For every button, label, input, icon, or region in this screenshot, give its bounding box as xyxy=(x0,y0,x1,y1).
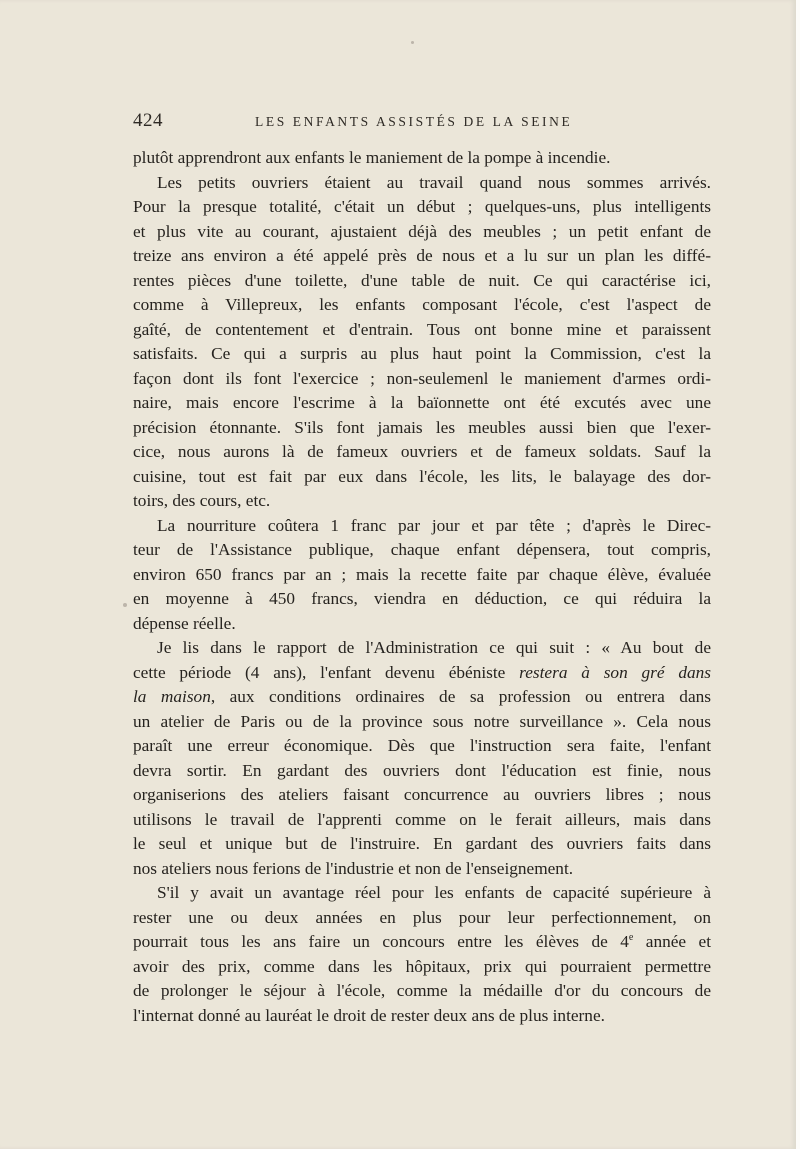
paragraph-5 xyxy=(133,881,711,1028)
text-line: La nourriture coûtera 1 franc par jour et par tête ; d'après le Direc- xyxy=(157,515,711,535)
text-line: cice, nous aurons là de fameux ouvriers et de fameux soldats. Sauf la xyxy=(133,442,711,461)
text-line: Je lis dans le rapport de l'Administration ce qui suit : « Au bout de xyxy=(157,638,711,657)
paper-speck xyxy=(123,603,127,607)
text-line: S'il y avait un avantage réel pour les enfants de capacité supérieure à xyxy=(157,883,711,902)
text-line: satisfaits. Ce qui a surpris au plus haut point la Commission, c'est la xyxy=(133,344,711,363)
text-line: nos ateliers nous ferions de l'industrie et non de l'enseignement. xyxy=(133,858,574,878)
page-number: 424 xyxy=(133,110,163,131)
text-line: paraît une erreur économique. Dès que l'instruction sera faite, l'enfant xyxy=(133,736,711,755)
superscript: e xyxy=(628,932,634,944)
text-line: rester une ou deux années en plus pour leur perfectionnement, on xyxy=(133,907,711,927)
text-run: cette période (4 ans), l'enfant devenu ébéniste xyxy=(133,662,520,682)
text-line: utilisons le travail de l'apprenti comme on le ferait ailleurs, mais dans xyxy=(133,809,711,829)
paragraph-2 xyxy=(133,171,711,514)
text-line: treize ans environ a été appelé près de nous et a lu sur un plan les diffé- xyxy=(133,246,711,265)
text-line: de prolonger le séjour à l'école, comme la médaille d'or du concours de xyxy=(133,981,711,1000)
text-run: , aux conditions ordinaires de sa profession ou entrera dans xyxy=(210,687,711,706)
text-line: rentes pièces d'une toilette, d'une table de nuit. Ce qui caractérise ici, xyxy=(133,270,711,290)
text-line: Pour la presque totalité, c'était un début ; quelques-uns, plus intelligents xyxy=(133,197,711,216)
page-edge xyxy=(796,0,800,1149)
text-line: environ 650 francs par an ; mais la recette faite par chaque élève, évaluée xyxy=(133,564,711,584)
running-head xyxy=(133,108,711,136)
text-line: en moyenne à 450 francs, viendra en déduction, ce qui réduira la xyxy=(133,589,711,608)
running-title: LES ENFANTS ASSISTÉS DE LA SEINE xyxy=(255,114,573,129)
body-text xyxy=(133,146,711,1028)
paper-speck xyxy=(411,41,414,44)
text-line: gaîté, de contentement et d'entrain. Tous ont bonne mine et paraissent xyxy=(133,319,711,339)
text-line: précision étonnante. S'ils font jamais les meubles aussi bien que l'exer- xyxy=(133,417,711,437)
text-run: année et xyxy=(633,932,711,951)
text-line xyxy=(133,930,711,955)
italic-run: la maison xyxy=(133,687,211,706)
text-line: toirs, des cours, etc. xyxy=(133,491,271,510)
paragraph-1 xyxy=(133,146,711,171)
text-line: naire, mais encore l'escrime à la baïonnette ont été excutés avec une xyxy=(133,393,711,412)
text-line: et plus vite au courant, ajustaient déjà des meubles ; un petit enfant de xyxy=(133,221,711,241)
text-line: l'internat donné au lauréat le droit de rester deux ans de plus interne. xyxy=(133,1005,605,1025)
text-line xyxy=(133,661,711,686)
text-run: pourrait tous les ans faire un concours entre les élèves de 4 xyxy=(133,932,629,951)
text-line: plutôt apprendront aux enfants le maniement de la pompe à incendie. xyxy=(133,148,611,167)
italic-run: restera à son gré dans xyxy=(519,662,711,682)
paragraph-4 xyxy=(133,636,711,881)
text-line: avoir des prix, comme dans les hôpitaux, prix qui pourraient permettre xyxy=(133,956,711,976)
text-line: cuisine, tout est fait par eux dans l'école, les lits, le balayage des dor- xyxy=(133,466,711,486)
text-line: teur de l'Assistance publique, chaque enfant dépensera, tout compris, xyxy=(133,540,711,559)
text-line: un atelier de Paris ou de la province sous notre surveillance ». Cela nous xyxy=(133,711,711,731)
text-line: comme à Villepreux, les enfants composant l'école, c'est l'aspect de xyxy=(133,295,711,314)
text-line: le seul et unique but de l'instruire. En gardant des ouvriers faits dans xyxy=(133,834,711,853)
text-line: organiserions des ateliers faisant concurrence au ouvriers libres ; nous xyxy=(133,785,711,804)
text-line: dépense réelle. xyxy=(133,613,236,633)
text-line xyxy=(133,685,711,710)
paragraph-3 xyxy=(133,514,711,637)
text-line: Les petits ouvriers étaient au travail quand nous sommes arrivés. xyxy=(157,172,711,192)
text-line: façon dont ils font l'exercice ; non-seulemenl le maniement d'armes ordi- xyxy=(133,368,711,388)
text-line: devra sortir. En gardant des ouvriers dont l'éducation est finie, nous xyxy=(133,760,711,780)
